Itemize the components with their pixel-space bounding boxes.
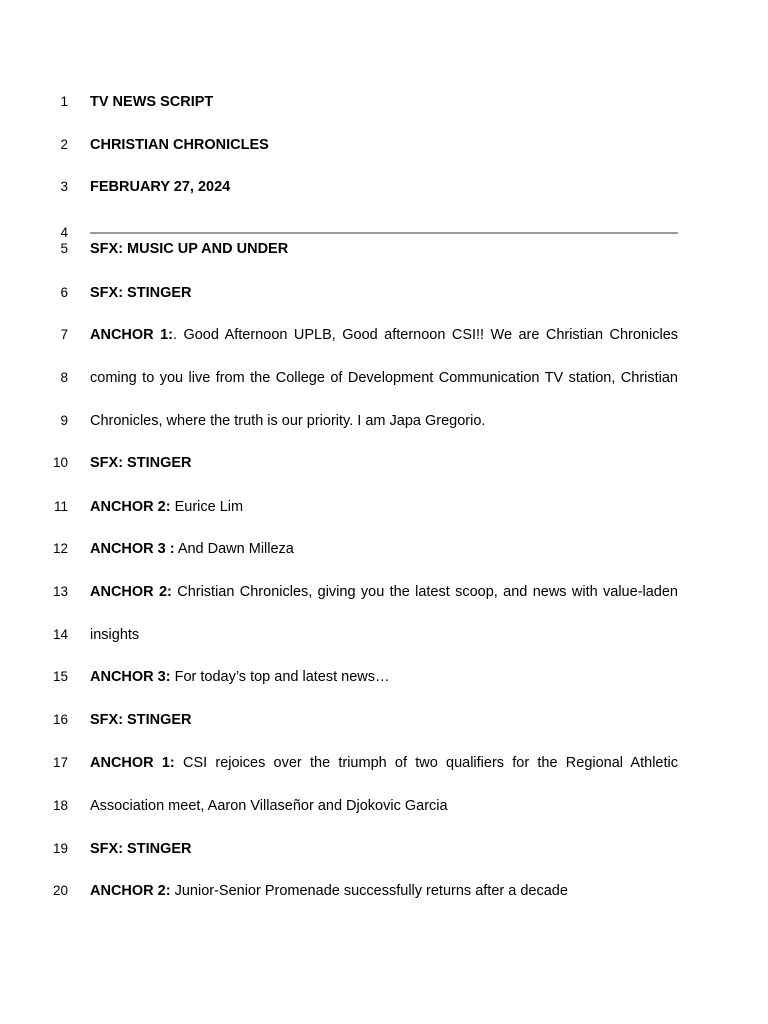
line-content: [90, 283, 678, 303]
sfx-cue: SFX: STINGER: [90, 712, 192, 728]
line-number: 14: [52, 627, 68, 642]
speaker-label: ANCHOR 1:: [90, 755, 175, 771]
script-line: [0, 839, 768, 859]
script-title: TV NEWS SCRIPT: [90, 94, 214, 110]
line-content: [90, 710, 678, 730]
speaker-label: ANCHOR 3 :: [90, 541, 175, 557]
line-content: [90, 325, 678, 345]
script-line: [0, 411, 768, 431]
line-number: 3: [60, 179, 68, 194]
line-content: [90, 582, 678, 602]
line-number: 19: [52, 841, 68, 856]
line-number: 9: [60, 413, 68, 428]
line-content: [90, 497, 678, 517]
line-number: 5: [60, 241, 68, 256]
script-line: [0, 92, 768, 112]
script-line: [0, 453, 768, 473]
sfx-cue: SFX: MUSIC UP AND UNDER: [90, 241, 289, 257]
dialogue-text: Chronicles, where the truth is our priority. I am Japa Gregorio.: [90, 413, 486, 429]
script-line: [0, 625, 768, 645]
script-line: [0, 881, 768, 901]
line-content: [90, 411, 678, 431]
speaker-label: ANCHOR 1:: [90, 327, 173, 343]
line-content: [90, 796, 678, 816]
dialogue-text: CSI rejoices over the triumph of two qualifiers for the Regional Athletic: [174, 755, 678, 771]
line-number: 12: [52, 541, 68, 556]
script-line: [0, 667, 768, 687]
dialogue-text: Association meet, Aaron Villaseñor and Djokovic Garcia: [90, 798, 448, 814]
program-name: CHRISTIAN CHRONICLES: [90, 137, 269, 153]
script-line: [0, 497, 768, 517]
dialogue-text: . Good Afternoon UPLB, Good afternoon CSI!! We are Christian Chronicles: [172, 327, 679, 343]
line-content: [90, 881, 678, 901]
script-date: FEBRUARY 27, 2024: [90, 179, 231, 195]
script-line: [0, 135, 768, 155]
sfx-cue: SFX: STINGER: [90, 841, 192, 857]
line-content: [90, 368, 678, 388]
script-line: [0, 539, 768, 559]
line-number: 10: [52, 455, 68, 470]
dialogue-text: And Dawn Milleza: [174, 541, 294, 557]
line-number: 17: [52, 755, 68, 770]
line-number: 11: [53, 499, 68, 514]
line-number: 16: [52, 712, 68, 727]
line-number: 2: [60, 137, 68, 152]
line-number: 4: [60, 225, 68, 240]
line-content: [90, 667, 678, 687]
dialogue-text: coming to you live from the College of Development Communication TV station, Christian: [90, 370, 678, 386]
dialogue-text: Christian Chronicles, giving you the latest scoop, and news with value-laden: [171, 584, 678, 600]
script-line: [0, 368, 768, 388]
script-line: [0, 796, 768, 816]
script-line: [0, 753, 768, 773]
line-content: [90, 539, 678, 559]
script-line: [0, 177, 768, 197]
line-number: 8: [60, 370, 68, 385]
line-content: [90, 453, 678, 473]
line-number: 13: [52, 584, 68, 599]
speaker-label: ANCHOR 3:: [90, 669, 171, 685]
sfx-cue: SFX: STINGER: [90, 455, 192, 471]
speaker-label: ANCHOR 2:: [90, 584, 172, 600]
line-content: [90, 92, 678, 112]
line-number: 15: [52, 669, 68, 684]
line-content: [90, 239, 678, 259]
line-number: 6: [60, 285, 68, 300]
line-number: 18: [52, 798, 68, 813]
dialogue-text: insights: [90, 627, 140, 643]
script-line: [0, 325, 768, 345]
line-content: [90, 177, 678, 197]
dialogue-text: Eurice Lim: [170, 499, 244, 515]
dialogue-text: Junior-Senior Promenade successfully returns after a decade: [170, 883, 568, 899]
line-content: [90, 839, 678, 859]
horizontal-rule: [90, 232, 678, 234]
script-line: [0, 710, 768, 730]
script-line: [0, 283, 768, 303]
dialogue-text: For today’s top and latest news…: [170, 669, 390, 685]
speaker-label: ANCHOR 2:: [90, 499, 171, 515]
line-content: [90, 753, 678, 773]
script-line: [0, 582, 768, 602]
script-line: [0, 239, 768, 259]
sfx-cue: SFX: STINGER: [90, 285, 192, 301]
line-number: 20: [52, 883, 68, 898]
line-number: 7: [60, 327, 68, 342]
speaker-label: ANCHOR 2:: [90, 883, 171, 899]
line-number: 1: [60, 94, 68, 109]
line-content: [90, 625, 678, 645]
line-content: [90, 135, 678, 155]
